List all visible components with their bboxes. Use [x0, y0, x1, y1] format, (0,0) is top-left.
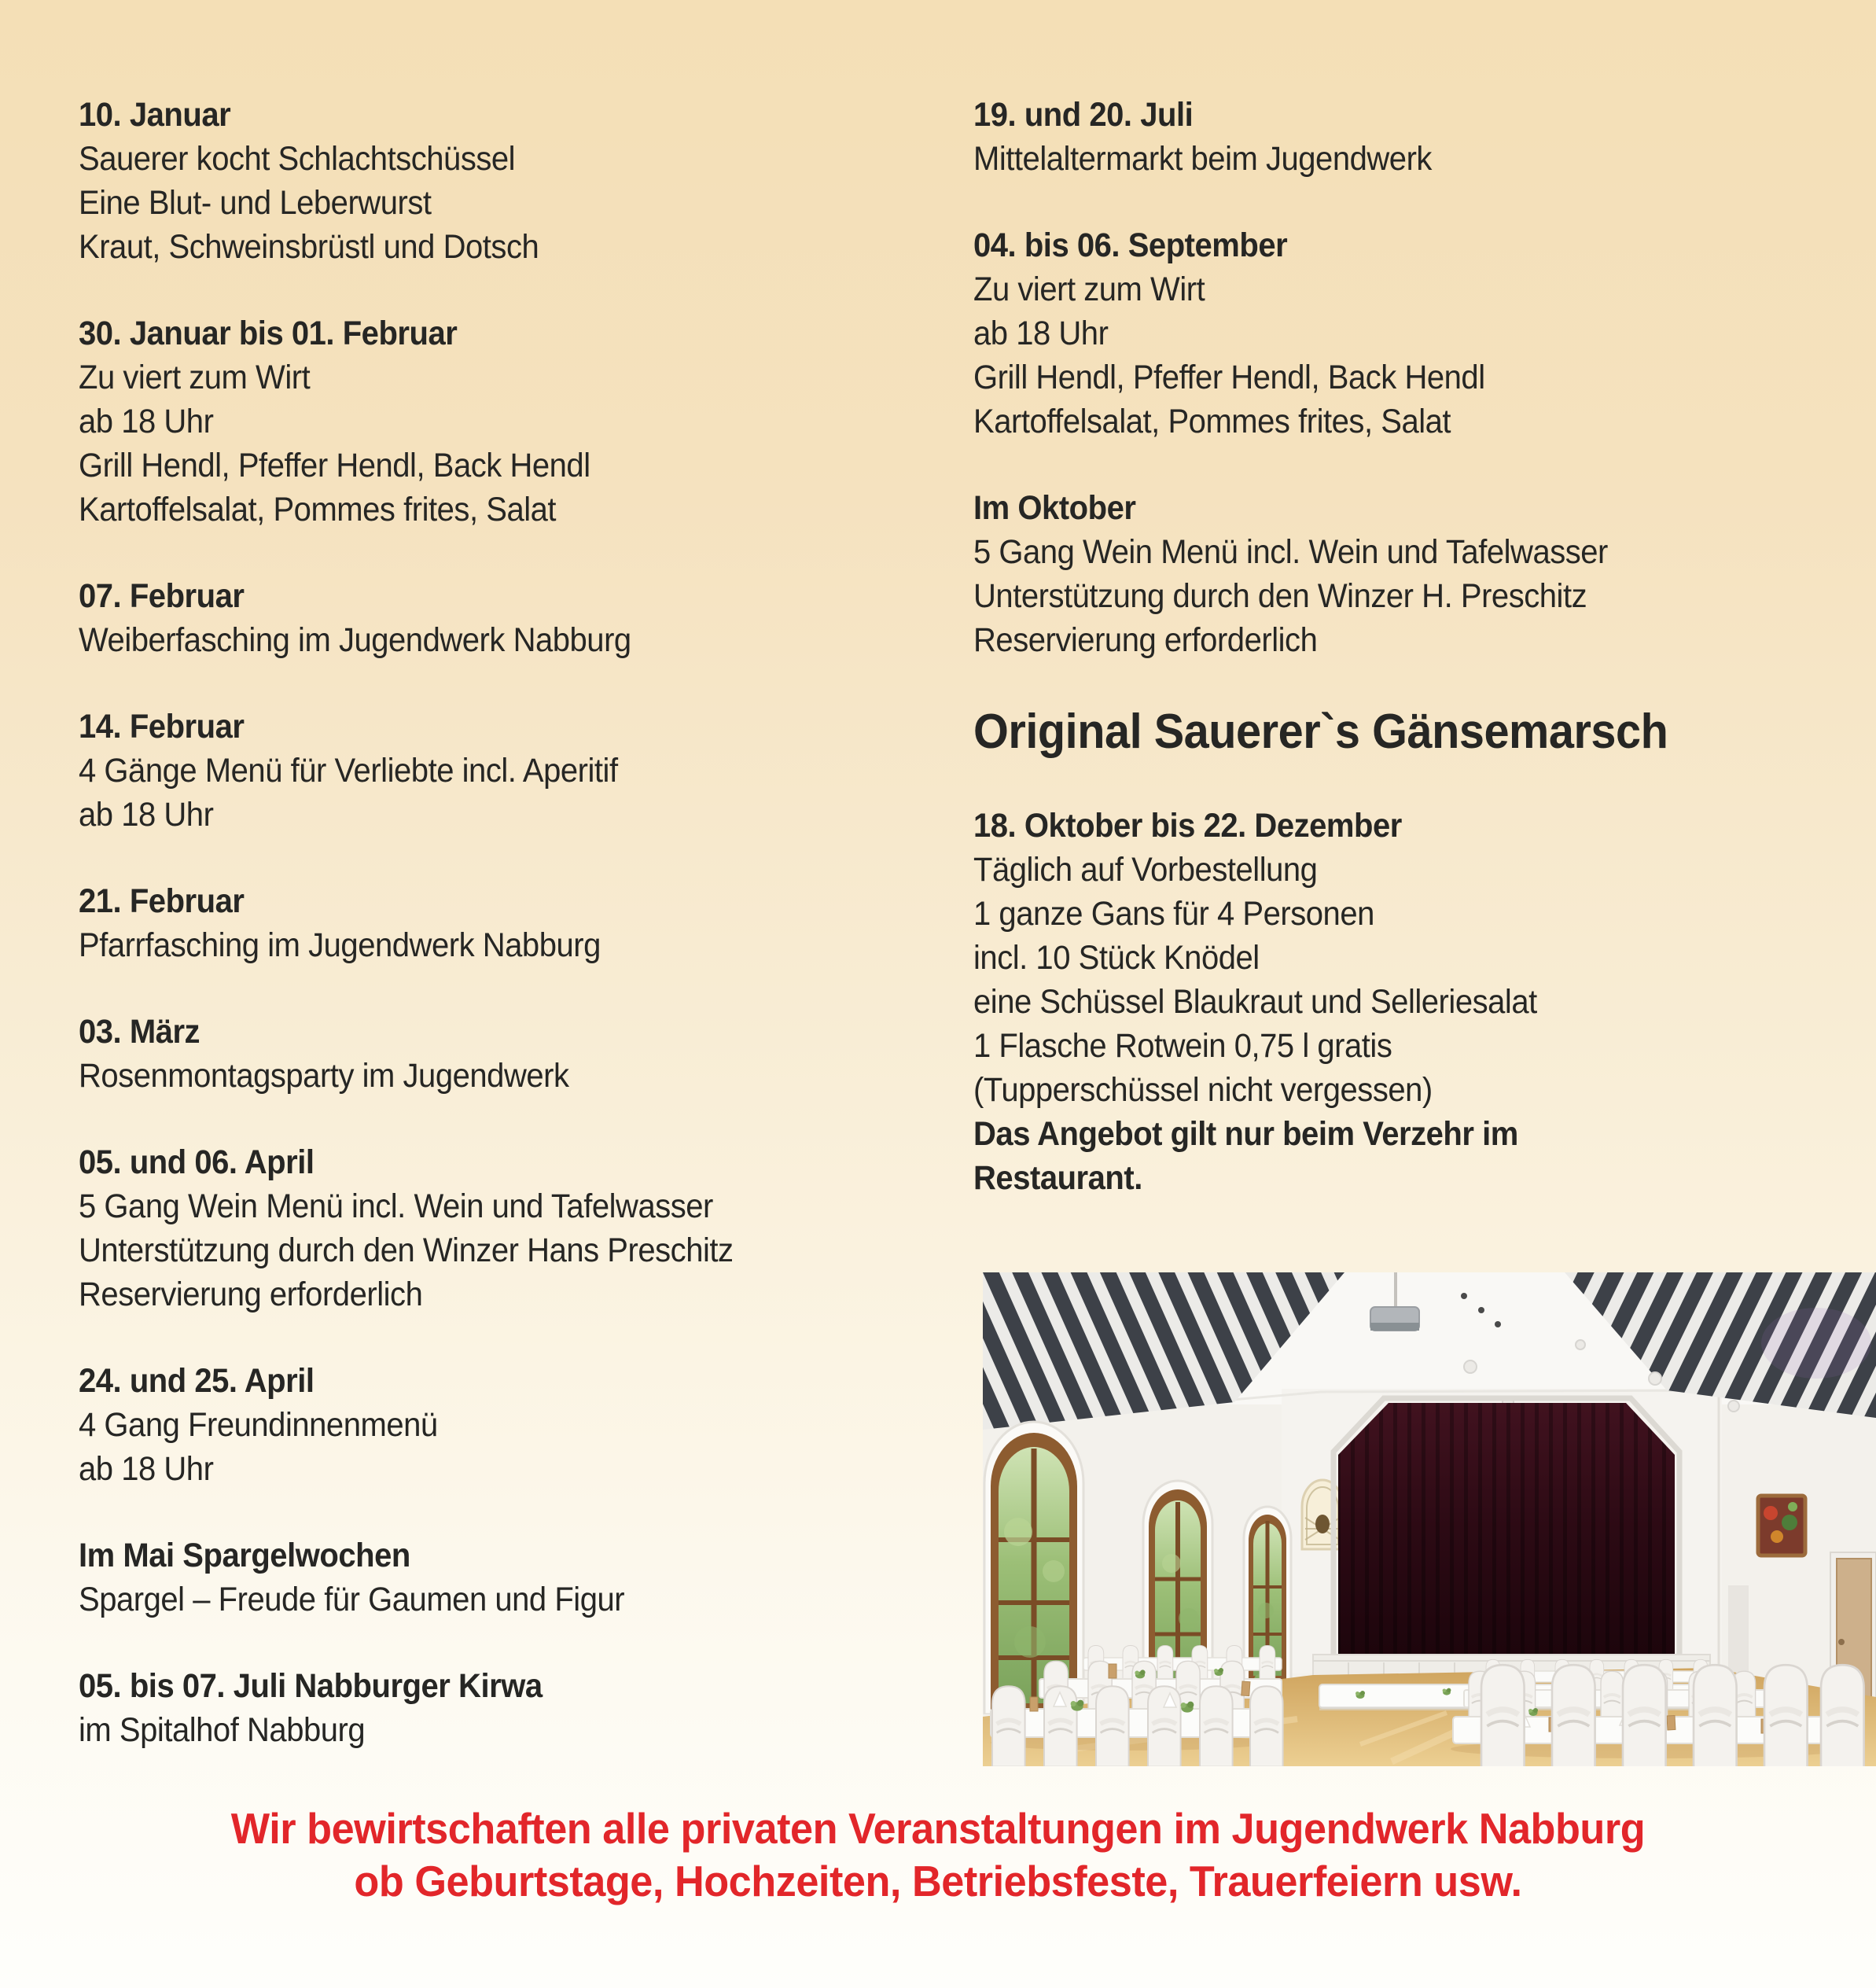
event-line: ab 18 Uhr — [973, 315, 1109, 352]
event-title: 21. Februar — [79, 882, 245, 920]
stage-light-glow — [1761, 1308, 1871, 1379]
event-line: Pfarrfasching im Jugendwerk Nabburg — [79, 926, 601, 964]
arched-window-1 — [983, 1422, 1088, 1722]
left-column — [79, 93, 949, 1795]
event-section — [79, 705, 949, 837]
event-line: Kraut, Schweinsbrüstl und Dotsch — [79, 228, 539, 266]
event-title: 14. Februar — [79, 708, 245, 746]
event-section — [973, 223, 1858, 444]
stained-glass-picture — [1758, 1496, 1805, 1555]
event-title: 05. bis 07. Juli Nabburger Kirwa — [79, 1667, 543, 1705]
event-line: Täglich auf Vorbestellung — [973, 851, 1318, 889]
gaensemarsch-heading: Original Sauerer`s Gänsemarsch — [973, 705, 1668, 759]
event-line: ab 18 Uhr — [79, 403, 214, 440]
event-title: 10. Januar — [79, 96, 231, 134]
event-title: 03. März — [79, 1013, 200, 1051]
event-title: Im Oktober — [973, 489, 1136, 527]
event-line: Grill Hendl, Pfeffer Hendl, Back Hendl — [79, 447, 590, 484]
event-line: (Tupperschüssel nicht vergessen) — [973, 1071, 1433, 1109]
event-line: eine Schüssel Blaukraut und Selleriesalat — [973, 983, 1537, 1021]
stained-glass-niche — [1302, 1480, 1343, 1549]
footer-banner — [47, 1802, 1830, 1908]
event-line: Sauerer kocht Schlachtschüssel — [79, 140, 516, 178]
event-section — [79, 1010, 949, 1098]
event-line: 5 Gang Wein Menü incl. Wein und Tafelwasser — [973, 533, 1608, 571]
event-line: Reservierung erforderlich — [973, 621, 1318, 659]
event-line: Weiberfasching im Jugendwerk Nabburg — [79, 621, 631, 659]
event-line: 5 Gang Wein Menü incl. Wein und Tafelwasser — [79, 1187, 713, 1225]
banquet-tables-right — [1453, 1659, 1864, 1766]
event-line: incl. 10 Stück Knödel — [973, 939, 1260, 977]
event-section — [79, 1359, 949, 1491]
event-line: 4 Gänge Menü für Verliebte incl. Aperitif — [79, 752, 618, 790]
event-title: 04. bis 06. September — [973, 226, 1288, 264]
event-line: Mittelaltermarkt beim Jugendwerk — [973, 140, 1432, 178]
event-line: Grill Hendl, Pfeffer Hendl, Back Hendl — [973, 359, 1485, 396]
event-line-bold: Das Angebot gilt nur beim Verzehr im — [973, 1115, 1518, 1153]
banquet-hall-photo — [983, 1272, 1876, 1766]
event-section — [973, 93, 1858, 181]
event-title: 19. und 20. Juli — [973, 96, 1194, 134]
event-section — [79, 1664, 949, 1752]
event-line: im Spitalhof Nabburg — [79, 1711, 366, 1749]
event-title: 18. Oktober bis 22. Dezember — [973, 807, 1402, 845]
footer-line-2: ob Geburtstage, Hochzeiten, Betriebsfeste, Trauerfeiern usw. — [354, 1857, 1522, 1905]
event-line: 1 Flasche Rotwein 0,75 l gratis — [973, 1027, 1392, 1065]
event-section — [79, 1140, 949, 1316]
event-title: 30. Januar bis 01. Februar — [79, 315, 458, 352]
event-line: Eine Blut- und Leberwurst — [79, 184, 432, 222]
event-title: Im Mai Spargelwochen — [79, 1537, 410, 1574]
banquet-hall-illustration — [983, 1272, 1876, 1766]
event-line: 1 ganze Gans für 4 Personen — [973, 895, 1374, 933]
event-section — [79, 93, 949, 269]
event-line: Kartoffelsalat, Pommes frites, Salat — [79, 491, 557, 528]
footer-line-1: Wir bewirtschaften alle privaten Veranstaltungen im Jugendwerk Nabburg — [230, 1804, 1646, 1853]
event-line: ab 18 Uhr — [79, 1450, 214, 1488]
event-line: Unterstützung durch den Winzer Hans Preschitz — [79, 1231, 734, 1269]
event-section — [79, 574, 949, 662]
event-line: Spargel – Freude für Gaumen und Figur — [79, 1581, 625, 1618]
event-section — [79, 1533, 949, 1622]
event-line: Reservierung erforderlich — [79, 1276, 423, 1313]
event-line: Zu viert zum Wirt — [973, 271, 1205, 308]
event-line: 4 Gang Freundinnenmenü — [79, 1406, 438, 1444]
event-line: Rosenmontagsparty im Jugendwerk — [79, 1057, 569, 1095]
event-line: ab 18 Uhr — [79, 796, 214, 834]
event-title: 07. Februar — [79, 577, 245, 615]
event-title: 24. und 25. April — [79, 1362, 315, 1400]
event-line-bold: Restaurant. — [973, 1159, 1142, 1197]
event-title: 05. und 06. April — [79, 1143, 315, 1181]
event-section — [79, 311, 949, 532]
event-section — [973, 804, 1858, 1200]
stage — [1333, 1398, 1679, 1658]
event-line: Zu viert zum Wirt — [79, 359, 311, 396]
event-line: Kartoffelsalat, Pommes frites, Salat — [973, 403, 1451, 440]
right-column — [973, 93, 1858, 1242]
event-section — [973, 486, 1858, 662]
event-section — [79, 879, 949, 967]
event-line: Unterstützung durch den Winzer H. Preschitz — [973, 577, 1587, 615]
wall-panel — [1728, 1585, 1749, 1672]
